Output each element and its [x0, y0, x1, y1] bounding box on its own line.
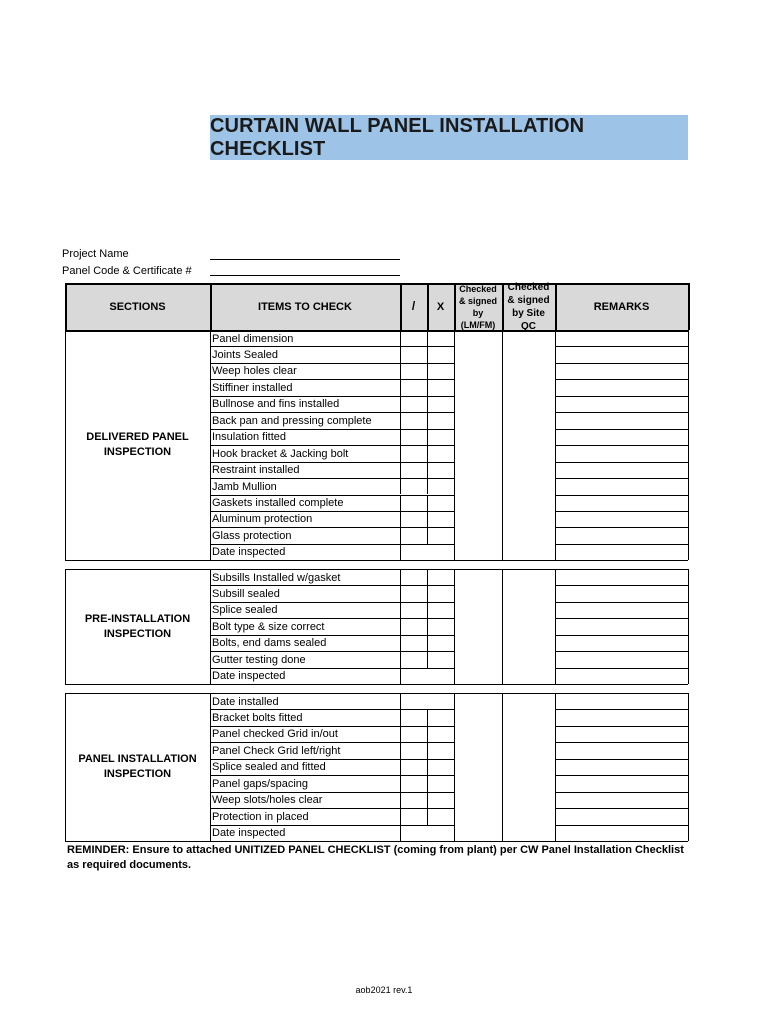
project-name-label: Project Name — [62, 248, 129, 260]
check-cell[interactable] — [400, 726, 427, 742]
section-left-border — [65, 693, 66, 841]
checklist-item: Splice sealed — [212, 604, 278, 617]
cross-cell[interactable] — [427, 412, 454, 428]
header-remarks: REMARKS — [593, 300, 650, 313]
checklist-item: Panel Check Grid left/right — [212, 744, 341, 757]
remarks-cell[interactable] — [555, 527, 688, 543]
checklist-item: Aluminum protection — [212, 513, 313, 526]
remarks-cell[interactable] — [555, 569, 688, 585]
check-cell[interactable] — [400, 527, 427, 543]
check-cell[interactable] — [400, 635, 427, 651]
cross-cell[interactable] — [427, 742, 454, 758]
panel-code-label: Panel Code & Certificate # — [62, 265, 192, 277]
cross-cell[interactable] — [427, 511, 454, 527]
table-header-divider — [688, 283, 690, 330]
section-left-border — [65, 569, 66, 684]
check-cell[interactable] — [400, 495, 427, 511]
cross-cell[interactable] — [427, 602, 454, 618]
remarks-cell[interactable] — [555, 363, 688, 379]
remarks-cell[interactable] — [555, 693, 688, 709]
checklist-item: Weep slots/holes clear — [212, 794, 323, 807]
header-check: / — [411, 299, 416, 313]
checklist-item: Glass protection — [212, 529, 292, 542]
cross-cell[interactable] — [427, 635, 454, 651]
checklist-item: Joints Sealed — [212, 348, 279, 361]
checklist-item: Date installed — [212, 695, 279, 708]
cross-cell[interactable] — [427, 759, 454, 775]
check-cell[interactable] — [400, 792, 427, 808]
cross-cell[interactable] — [427, 330, 454, 346]
checklist-item: Panel gaps/spacing — [212, 777, 309, 790]
check-cell[interactable] — [400, 379, 427, 395]
check-cell[interactable] — [400, 585, 427, 601]
cross-cell[interactable] — [427, 585, 454, 601]
check-cell[interactable] — [400, 511, 427, 527]
date-entry-cell[interactable] — [400, 668, 454, 684]
date-entry-cell[interactable] — [400, 825, 454, 841]
cross-cell[interactable] — [427, 792, 454, 808]
lmfm-column-divider — [454, 569, 455, 684]
remarks-cell[interactable] — [555, 511, 688, 527]
cross-cell[interactable] — [427, 726, 454, 742]
remarks-cell[interactable] — [555, 585, 688, 601]
check-cell[interactable] — [400, 742, 427, 758]
cross-cell[interactable] — [427, 569, 454, 585]
section-right-border — [688, 330, 689, 560]
checklist-item: Back pan and pressing complete — [212, 414, 372, 427]
checklist-item: Gaskets installed complete — [212, 497, 344, 509]
checklist-item: Insulation fitted — [212, 431, 286, 444]
reminder-note: REMINDER: Ensure to attached UNITIZED PANEL CHECKLIST (coming from plant) per CW Panel Installation Checklist as required documents. — [67, 844, 684, 871]
checklist-item: Stiffiner installed — [212, 381, 293, 394]
lmfm-column-divider — [454, 693, 455, 841]
cross-cell[interactable] — [427, 396, 454, 412]
remarks-cell[interactable] — [555, 808, 688, 824]
page-title: CURTAIN WALL PANEL INSTALLATION CHECKLIST — [210, 114, 585, 160]
check-cell[interactable] — [400, 775, 427, 791]
checklist-item: Hook bracket & Jacking bolt — [212, 447, 349, 460]
checklist-item: Weep holes clear — [212, 365, 297, 378]
checklist-item: Gutter testing done — [212, 653, 306, 666]
remarks-cell[interactable] — [555, 825, 688, 841]
check-cell[interactable] — [400, 478, 427, 494]
remarks-cell[interactable] — [555, 379, 688, 395]
header-checked-qc: Checked & signed by Site QC — [507, 281, 550, 332]
checklist-item: Protection in placed — [212, 810, 309, 823]
remarks-cell[interactable] — [555, 709, 688, 725]
remarks-cell[interactable] — [555, 412, 688, 428]
check-cell[interactable] — [400, 429, 427, 445]
qc-column-divider — [502, 693, 503, 841]
checklist-item: Bullnose and fins installed — [212, 398, 340, 411]
cross-cell[interactable] — [427, 618, 454, 634]
check-cell[interactable] — [400, 396, 427, 412]
checklist-item: Bracket bolts fitted — [212, 711, 303, 724]
checklist-item: Subsills Installed w/gasket — [212, 571, 341, 584]
check-cell[interactable] — [400, 330, 427, 346]
cross-cell[interactable] — [427, 527, 454, 543]
checklist-item: Restraint installed — [212, 464, 300, 477]
cross-cell[interactable] — [427, 651, 454, 667]
check-cell[interactable] — [400, 651, 427, 667]
date-entry-cell[interactable] — [400, 544, 454, 560]
remarks-cell[interactable] — [555, 544, 688, 560]
remarks-cell[interactable] — [555, 462, 688, 478]
cross-cell[interactable] — [427, 709, 454, 725]
remarks-cell[interactable] — [555, 602, 688, 618]
checklist-item: Bolt type & size correct — [212, 620, 325, 633]
check-cell[interactable] — [400, 569, 427, 585]
checklist-item: Date inspected — [212, 670, 286, 683]
check-cell[interactable] — [400, 346, 427, 362]
project-name-field[interactable] — [210, 259, 400, 260]
remarks-cell[interactable] — [555, 759, 688, 775]
header-items: ITEMS TO CHECK — [258, 300, 352, 313]
cross-cell[interactable] — [427, 775, 454, 791]
cross-cell[interactable] — [427, 445, 454, 461]
header-checked-lmfm: Checked & signed by (LM/FM) — [458, 283, 497, 330]
section-right-border — [688, 569, 689, 684]
remarks-cell[interactable] — [555, 668, 688, 684]
check-cell[interactable] — [400, 808, 427, 824]
checklist-item: Bolts, end dams sealed — [212, 637, 327, 650]
section-divider — [210, 693, 211, 841]
cross-cell[interactable] — [427, 462, 454, 478]
check-cell[interactable] — [400, 759, 427, 775]
remarks-cell[interactable] — [555, 651, 688, 667]
checklist-item: Splice sealed and fitted — [212, 761, 326, 774]
remarks-cell[interactable] — [555, 396, 688, 412]
checklist-item: Date inspected — [212, 827, 286, 840]
section-left-border — [65, 330, 66, 560]
checklist-item: Subsill sealed — [212, 587, 280, 600]
remarks-cell[interactable] — [555, 495, 688, 511]
qc-column-divider — [502, 330, 503, 560]
check-cell[interactable] — [400, 363, 427, 379]
lmfm-column-divider — [454, 330, 455, 560]
cross-cell[interactable] — [427, 346, 454, 362]
header-sections: SECTIONS — [109, 300, 166, 313]
section-label: PRE-INSTALLATION INSPECTION — [84, 612, 191, 640]
title-banner — [210, 115, 688, 160]
cross-cell[interactable] — [427, 363, 454, 379]
date-entry-cell[interactable] — [400, 693, 454, 709]
cross-cell[interactable] — [427, 495, 454, 511]
remarks-cell[interactable] — [555, 330, 688, 346]
remarks-cell[interactable] — [555, 742, 688, 758]
checklist-item: Panel dimension — [212, 332, 294, 345]
remarks-cell[interactable] — [555, 775, 688, 791]
qc-column-divider — [502, 569, 503, 684]
section-label: DELIVERED PANEL INSPECTION — [86, 431, 189, 459]
remarks-cell[interactable] — [555, 346, 688, 362]
footer-revision: aob2021 rev.1 — [355, 985, 413, 995]
cross-cell[interactable] — [427, 808, 454, 824]
checklist-item: Jamb Mullion — [212, 480, 277, 493]
check-cell[interactable] — [400, 709, 427, 725]
check-cell[interactable] — [400, 412, 427, 428]
remarks-cell[interactable] — [555, 792, 688, 808]
remarks-cell[interactable] — [555, 635, 688, 651]
remarks-cell[interactable] — [555, 429, 688, 445]
check-cell[interactable] — [400, 618, 427, 634]
check-cell[interactable] — [400, 445, 427, 461]
cross-cell[interactable] — [427, 429, 454, 445]
panel-code-field[interactable] — [210, 275, 400, 276]
check-cell[interactable] — [400, 462, 427, 478]
check-cell[interactable] — [400, 602, 427, 618]
header-cross: X — [436, 300, 445, 313]
section-label: PANEL INSTALLATION INSPECTION — [78, 753, 197, 781]
remarks-cell[interactable] — [555, 445, 688, 461]
remarks-cell[interactable] — [555, 478, 688, 494]
checklist-item: Date inspected — [212, 546, 286, 559]
checklist-item: Panel checked Grid in/out — [212, 728, 338, 741]
cross-cell[interactable] — [427, 478, 454, 494]
cross-cell[interactable] — [427, 379, 454, 395]
remarks-cell[interactable] — [555, 726, 688, 742]
section-right-border — [688, 693, 689, 841]
remarks-cell[interactable] — [555, 618, 688, 634]
